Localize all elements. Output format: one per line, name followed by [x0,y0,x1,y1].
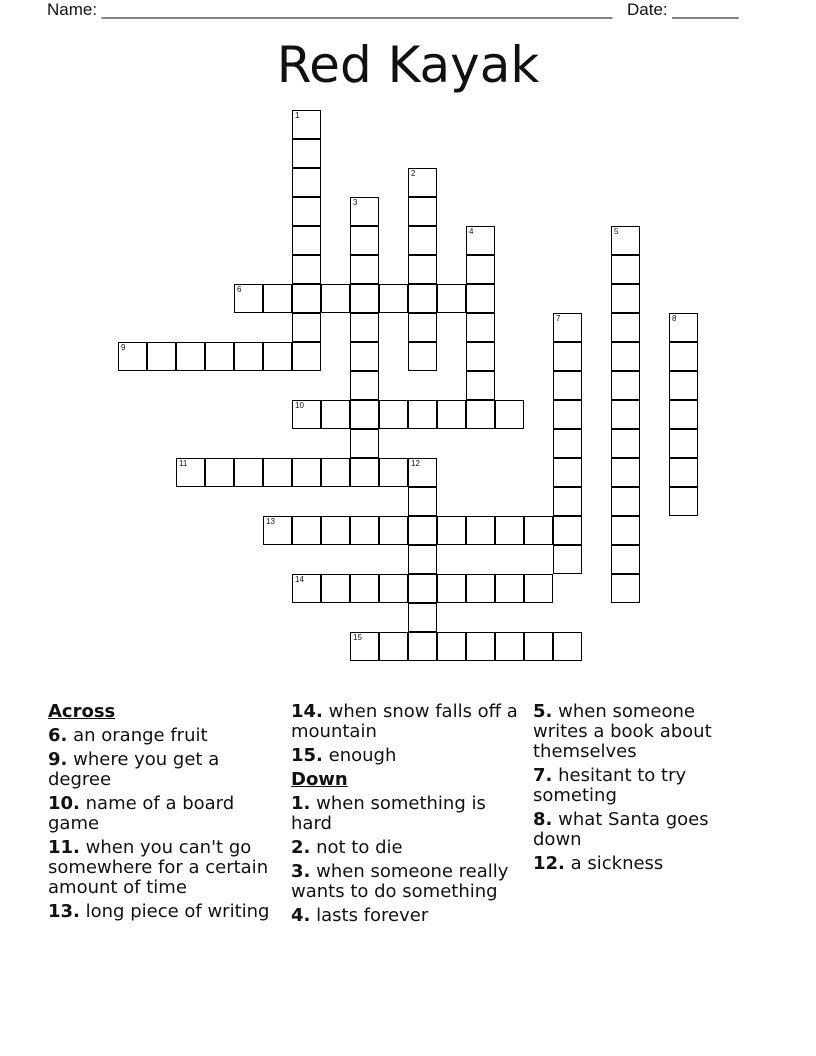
down-clue: 12. a sickness [533,853,664,874]
clue-number: 2 [411,169,416,178]
grid-cell[interactable] [321,574,350,603]
grid-cell[interactable] [611,342,640,371]
grid-cell[interactable] [669,371,698,400]
puzzle-title: Red Kayak [276,36,540,94]
clue-number: 1 [295,111,300,120]
clue-number: 4 [469,227,474,236]
grid-cell[interactable] [466,313,495,342]
grid-cell[interactable] [524,632,553,661]
clue-number: 7 [556,314,561,323]
grid-cell[interactable] [292,458,321,487]
grid-cell[interactable] [234,342,263,371]
grid-cell[interactable] [437,284,466,313]
grid-cell[interactable] [321,458,350,487]
down-clue: 1. when something is hard [291,793,486,834]
grid-cell[interactable] [408,603,437,632]
name-field: Name: ______________________________________________________ [47,0,613,19]
grid-cell[interactable] [350,429,379,458]
grid-cell[interactable] [321,400,350,429]
grid-cell[interactable] [234,284,263,313]
grid-cell[interactable] [292,168,321,197]
grid-cell[interactable] [263,458,292,487]
grid-cell[interactable] [437,516,466,545]
grid-cell[interactable] [611,574,640,603]
grid-cell[interactable] [408,516,437,545]
grid-cell[interactable] [611,371,640,400]
grid-cell[interactable] [553,342,582,371]
clue-number: 10 [295,401,304,410]
grid-cell[interactable] [408,574,437,603]
grid-cell[interactable] [524,574,553,603]
grid-cell[interactable] [669,487,698,516]
grid-cell[interactable] [292,313,321,342]
grid-cell[interactable] [292,255,321,284]
grid-cell[interactable] [408,487,437,516]
grid-cell[interactable] [408,255,437,284]
grid-cell[interactable] [437,400,466,429]
grid-cell[interactable] [379,516,408,545]
across-clue: 9. where you get a degree [48,749,220,790]
grid-cell[interactable] [611,313,640,342]
grid-cell[interactable] [553,400,582,429]
grid-cell[interactable] [466,226,495,255]
grid-cell[interactable] [350,400,379,429]
clues-column-2 [291,702,523,930]
across-clue: 6. an orange fruit [48,725,208,746]
down-clue: 8. what Santa goes down [533,809,709,850]
grid-cell[interactable] [350,342,379,371]
grid-cell[interactable] [350,313,379,342]
grid-cell[interactable] [466,516,495,545]
grid-cell[interactable] [350,226,379,255]
grid-cell[interactable] [408,284,437,313]
grid-cell[interactable] [292,400,321,429]
grid-cell[interactable] [611,429,640,458]
grid-cell[interactable] [466,400,495,429]
grid-cell[interactable] [176,458,205,487]
grid-cell[interactable] [611,516,640,545]
grid-cell[interactable] [350,371,379,400]
across-heading: Across [48,701,116,722]
grid-cell[interactable] [408,226,437,255]
grid-cell[interactable] [408,313,437,342]
grid-cell[interactable] [379,574,408,603]
clue-number: 5 [614,227,619,236]
grid-cell[interactable] [292,284,321,313]
grid-cell[interactable] [466,284,495,313]
grid-cell[interactable] [611,458,640,487]
grid-cell[interactable] [669,313,698,342]
grid-cell[interactable] [292,197,321,226]
clue-number: 6 [237,285,242,294]
grid-cell[interactable] [205,342,234,371]
grid-cell[interactable] [466,574,495,603]
grid-cell[interactable] [408,545,437,574]
grid-cell[interactable] [553,371,582,400]
grid-cell[interactable] [379,458,408,487]
grid-cell[interactable] [408,400,437,429]
grid-cell[interactable] [524,516,553,545]
grid-cell[interactable] [553,632,582,661]
grid-cell[interactable] [495,400,524,429]
grid-cell[interactable] [408,342,437,371]
grid-cell[interactable] [350,197,379,226]
grid-cell[interactable] [553,429,582,458]
down-clue: 5. when someone writes a book about themselves [533,701,712,762]
down-clue: 3. when someone really wants to do something [291,861,509,902]
grid-cell[interactable] [292,139,321,168]
grid-cell[interactable] [408,458,437,487]
down-clue: 7. hesitant to try someting [533,765,687,806]
grid-cell[interactable] [611,226,640,255]
down-clue: 2. not to die [291,837,403,858]
grid-cell[interactable] [321,284,350,313]
grid-cell[interactable] [553,516,582,545]
grid-cell[interactable] [611,487,640,516]
across-clue: 15. enough [291,745,397,766]
grid-cell[interactable] [350,284,379,313]
grid-cell[interactable] [292,110,321,139]
grid-cell[interactable] [466,371,495,400]
grid-cell[interactable] [553,313,582,342]
grid-cell[interactable] [147,342,176,371]
grid-cell[interactable] [408,632,437,661]
grid-cell[interactable] [669,400,698,429]
grid-cell[interactable] [350,255,379,284]
clues-column-3 [533,702,743,878]
grid-cell[interactable] [321,516,350,545]
grid-cell[interactable] [350,516,379,545]
grid-cell[interactable] [495,516,524,545]
grid-cell[interactable] [553,458,582,487]
clue-number: 3 [353,198,358,207]
grid-cell[interactable] [466,632,495,661]
grid-cell[interactable] [234,458,263,487]
date-field: Date: _______ [627,0,739,19]
grid-cell[interactable] [611,284,640,313]
grid-cell[interactable] [263,284,292,313]
clue-number: 9 [121,343,126,352]
across-clue: 10. name of a board game [48,793,235,834]
across-clue: 13. long piece of writing [48,901,270,922]
across-clue: 14. when snow falls off a mountain [291,701,518,742]
grid-cell[interactable] [292,516,321,545]
grid-cell[interactable] [350,574,379,603]
grid-cell[interactable] [553,545,582,574]
grid-cell[interactable] [263,342,292,371]
clue-number: 8 [672,314,677,323]
grid-cell[interactable] [292,574,321,603]
grid-cell[interactable] [466,255,495,284]
grid-cell[interactable] [553,487,582,516]
across-clue: 11. when you can't go somewhere for a certain amount of time [48,837,269,898]
grid-cell[interactable] [408,168,437,197]
grid-cell[interactable] [611,545,640,574]
grid-cell[interactable] [176,342,205,371]
grid-cell[interactable] [611,400,640,429]
grid-cell[interactable] [669,458,698,487]
down-heading: Down [291,769,348,790]
grid-cell[interactable] [205,458,234,487]
grid-cell[interactable] [669,429,698,458]
grid-cell[interactable] [669,342,698,371]
grid-cell[interactable] [437,574,466,603]
clue-number: 12 [411,459,420,468]
grid-cell[interactable] [379,400,408,429]
grid-cell[interactable] [379,632,408,661]
clue-number: 14 [295,575,304,584]
down-clue: 4. lasts forever [291,905,429,926]
grid-cell[interactable] [408,197,437,226]
grid-cell[interactable] [495,632,524,661]
grid-cell[interactable] [263,516,292,545]
clue-number: 13 [266,517,275,526]
grid-cell[interactable] [466,342,495,371]
clue-number: 15 [353,633,362,642]
grid-cell[interactable] [118,342,147,371]
grid-cell[interactable] [292,342,321,371]
grid-cell[interactable] [350,632,379,661]
grid-cell[interactable] [292,226,321,255]
grid-cell[interactable] [611,255,640,284]
grid-cell[interactable] [495,574,524,603]
grid-cell[interactable] [437,632,466,661]
grid-cell[interactable] [379,284,408,313]
clues-column-1 [48,702,284,926]
grid-cell[interactable] [350,458,379,487]
clue-number: 11 [179,459,188,468]
